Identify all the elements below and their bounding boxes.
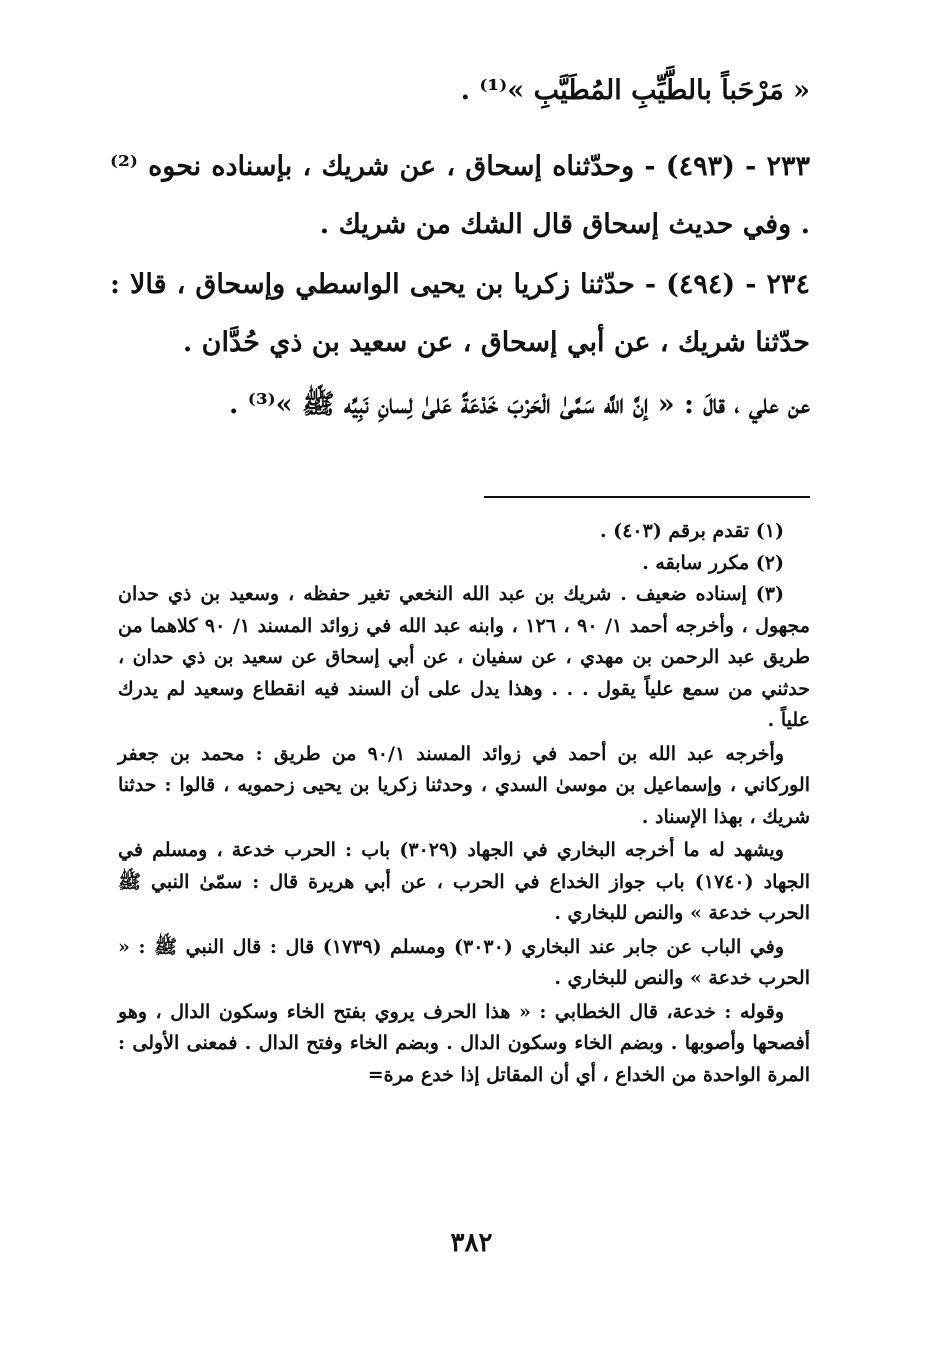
footnote-3: (٣) إسناده ضعيف . شريك بن عبد الله النخعي تغير حفظه ، وسعيد بن ذي حدان مجهول ، وأخرجه أحمد ١/ ٩٠ ، ١٢٦ ، وابنه عبد الله في زوائد المسند ١/ ٩٠ كلاهما من طريق عبد الرحمن بن مهدي ، عن سفيان ، عن أبي إسحاق عن سعيد بن ذي حدان ، حدثني من سمع علياً يقول . . . وهذا يدل على أن السند فيه انقطاع وسعيد لم يدرك علياً . bbox=[118, 583, 810, 731]
hadith-closing-line: « مَرْحَباً بالطَّيِّبِ المُطَيَّبِ »⁽¹⁾ . bbox=[460, 75, 810, 106]
footnote-3-paragraph-3: ويشهد له ما أخرجه البخاري في الجهاد (٣٠٢٩) باب : الحرب خدعة ، ومسلم في الجهاد (١٧٤٠) باب جواز الخداع في الحرب ، عن أبي هريرة قال : سمّىٰ النبي ﷺ الحرب خدعة » والنص للبخاري . bbox=[118, 839, 811, 924]
footnote-separator bbox=[484, 496, 810, 498]
footnote-3-paragraph-2: وأخرجه عبد الله بن أحمد في زوائد المسند ٩٠/١ من طريق : محمد بن جعفر الوركاني ، وإسماعيل بن موسىٰ السدي ، وحدثنا زكريا بن يحيى زحمويه ، قالوا : حدثنا شريك ، بهذا الإسناد . bbox=[118, 742, 810, 828]
hadith-234-matn: عن علي ، قالَ : « إنَّ اللَّه سَمَّىٰ الْحَرْبَ خَدْعَةً عَلىٰ لِسانِ نَبِيِّه ﷺ »⁽³⁾ . bbox=[228, 389, 810, 420]
footnote-1: (١) تقدم برقم (٤٠٣) . bbox=[599, 520, 784, 542]
footnote-2: (٢) مكرر سابقه . bbox=[642, 551, 784, 574]
footnotes bbox=[118, 516, 810, 1091]
hadith-233: ٢٣٣ - (٤٩٣) - وحدّثناه إسحاق ، عن شريك ، بإسناده نحوه ⁽²⁾ . وفي حديث إسحاق قال الشك من شريك . bbox=[110, 151, 811, 240]
footnote-3-paragraph-5: وقوله : خدعة، قال الخطابي : « هذا الحرف يروي بفتح الخاء وسكون الدال ، وهو أفصحها وأصوبها . وبضم الخاء وسكون الدال . وبضم الخاء وفتح الدال . فمعنى الأولى : المرة الواحدة من الخداع ، أي أن المقاتل إذا خدع مرة= bbox=[118, 1000, 810, 1086]
hadith-234-isnad: ٢٣٤ - (٤٩٤) - حدّثنا زكريا بن يحيى الواسطي وإسحاق ، قالا : حدّثنا شريك ، عن أبي إسحاق ، عن سعيد بن ذي حُدَّان . bbox=[110, 269, 811, 358]
footnote-3-paragraph-4: وفي الباب عن جابر عند البخاري (٣٠٣٠) ومسلم (١٧٣٩) قال : قال النبي ﷺ : « الحرب خدعة » والنص للبخاري . bbox=[118, 935, 810, 989]
page-number: ٣٨٢ bbox=[450, 1228, 493, 1258]
